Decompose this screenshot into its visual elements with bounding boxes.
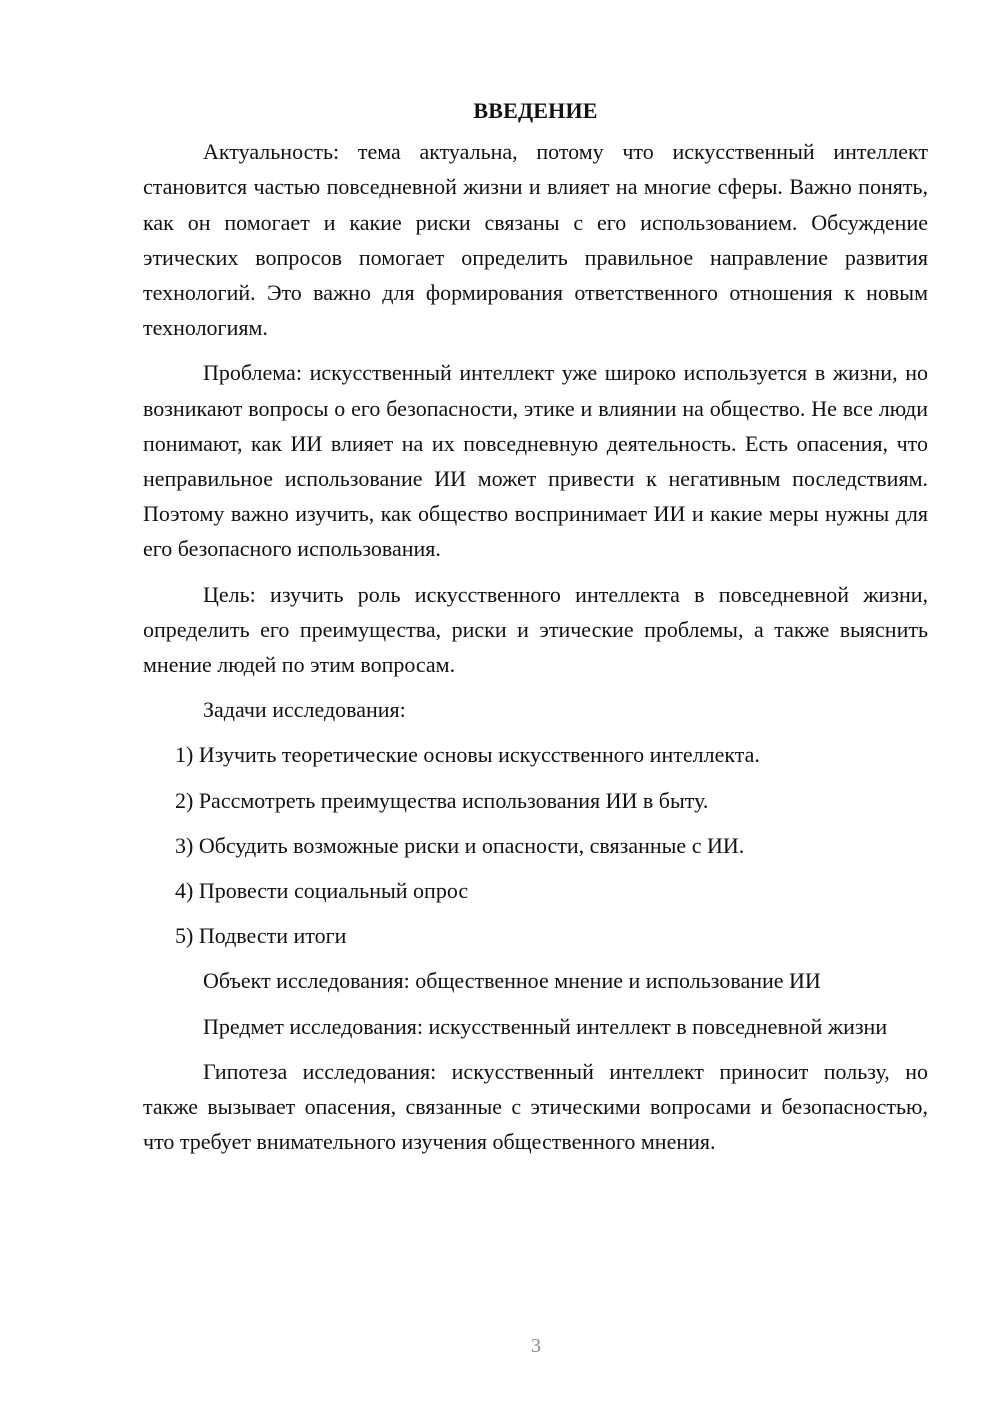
paragraph-subject: Предмет исследования: искусственный интеллект в повседневной жизни (203, 1013, 888, 1039)
task-item: 3) Обсудить возможные риски и опасности, связанные с ИИ. (175, 832, 745, 858)
page-content (143, 93, 928, 1169)
tasks-heading: Задачи исследования: (203, 697, 406, 723)
paragraph-relevance: Актуальность: тема актуальна, потому что искусственный интеллект становится частью повседневной жизни и влияет на многие сферы. Важно понять, как он помогает и какие риски связаны с его использованием. Обсуждение этических вопросов помогает определить правильное направление развития технологий. Это важно для формирования ответственного отношения к новым технологиям. (143, 139, 928, 341)
task-item: 1) Изучить теоретические основы искусственного интеллекта. (175, 742, 760, 768)
page-number: 3 (531, 1335, 541, 1357)
paragraph-problem: Проблема: искусственный интеллект уже широко используется в жизни, но возникают вопросы о его безопасности, этике и влиянии на общество. Не все люди понимают, как ИИ влияет на их повседневную деятельность. Есть опасения, что неправильное использование ИИ может привести к негативным последствиям. Поэтому важно изучить, как общество воспринимает ИИ и какие меры нужны для его безопасного использования. (143, 360, 928, 562)
paragraph-hypothesis: Гипотеза исследования: искусственный интеллект приносит пользу, но также вызывает опасения, связанные с этическими вопросами и безопасностью, что требует внимательного изучения общественного мнения. (143, 1058, 928, 1155)
paragraph-object: Объект исследования: общественное мнение и использование ИИ (203, 968, 821, 994)
task-item: 5) Подвести итоги (175, 923, 347, 949)
task-item: 4) Провести социальный опрос (175, 878, 469, 904)
task-item: 2) Рассмотреть преимущества использования ИИ в быту. (175, 787, 709, 813)
paragraph-goal: Цель: изучить роль искусственного интеллекта в повседневной жизни, определить его преимущества, риски и этические проблемы, а также выяснить мнение людей по этим вопросам. (143, 581, 928, 678)
section-title: ВВЕДЕНИЕ (473, 98, 598, 123)
